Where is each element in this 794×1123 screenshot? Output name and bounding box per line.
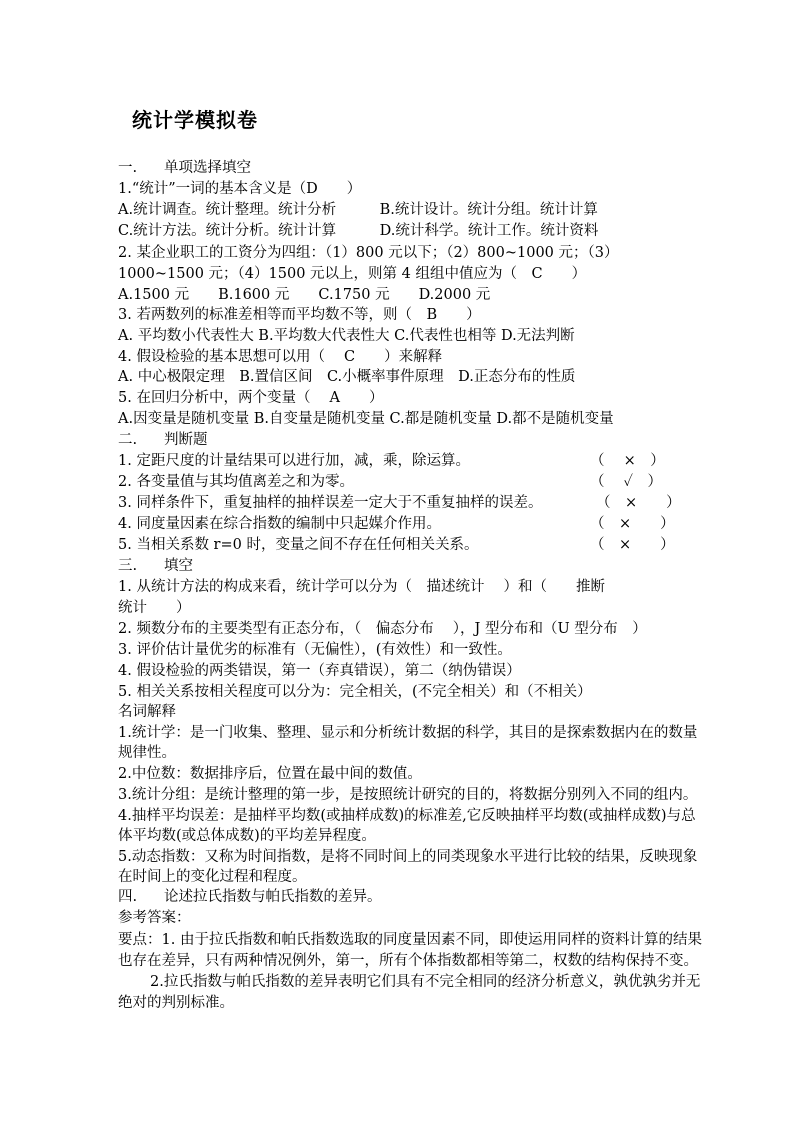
fill-blank-item: 4. 假设检验的两类错误，第一（弃真错误），第二（纳伪错误）	[118, 663, 521, 679]
definition-text: 2.中位数：数据排序后，位置在最中间的数值。	[118, 766, 422, 782]
section-label: 论述拉氏指数与帕氏指数的差异。	[164, 889, 382, 905]
fill-blank-item: 3. 评价估计量优劣的标准有（无偏性），(有效性）和一致性。	[118, 642, 512, 658]
question-text: 1.“统计”一词的基本含义是（D ）	[118, 181, 362, 197]
question-text: 5. 在回归分析中，两个变量（ A ）	[118, 390, 384, 406]
section-heading	[118, 430, 208, 450]
answer-options: C.统计方法。统计分析。统计计算 D.统计科学。统计工作。统计资料	[118, 223, 599, 239]
judgment-answer: （ × ）	[590, 516, 675, 532]
fill-blank-item: 2. 频数分布的主要类型有正态分布，（ 偏态分布 ），J 型分布和（U 型分布 ）	[118, 621, 647, 637]
subsection-heading: 名词解释	[118, 704, 176, 720]
answer-options: A.统计调查。统计整理。统计分析 B.统计设计。统计分组。统计计算	[118, 202, 598, 218]
answer-options: A. 中心极限定理 B.置信区间 C.小概率事件原理 D.正态分布的性质	[118, 369, 576, 385]
section-number: 二.	[118, 432, 138, 448]
question-text: 2. 某企业职工的工资分为四组：（1）800 元以下；（2）800~1000 元；（3）	[118, 245, 619, 261]
question-text: 1000~1500 元；（4）1500 元以上，则第 4 组组中值应为（ C ）	[118, 266, 587, 282]
answer-text: 要点：1. 由于拉氏指数和帕氏指数选取的同度量因素不同，即使运用同样的资料计算的结果	[118, 932, 702, 948]
judgment-statement: 2. 各变量值与其均值离差之和为零。	[118, 474, 354, 490]
definition-text: 规律性。	[118, 745, 176, 761]
section-heading	[118, 556, 193, 576]
judgment-statement: 5. 当相关系数 r=0 时，变量之间不存在任何相关关系。	[118, 537, 479, 553]
judgment-statement: 1. 定距尺度的计量结果可以进行加，减，乘，除运算。	[118, 453, 470, 469]
fill-blank-item: 统计 ）	[118, 600, 191, 616]
section-heading	[118, 887, 382, 907]
judgment-statement: 3. 同样条件下，重复抽样的抽样误差一定大于不重复抽样的误差。	[118, 495, 543, 511]
page-title: 统计学模拟卷	[132, 108, 258, 132]
section-heading	[118, 158, 251, 178]
section-number: 三.	[118, 558, 138, 574]
fill-blank-item: 1. 从统计方法的构成来看，统计学可以分为（ 描述统计 ）和（ 推断	[118, 579, 606, 595]
question-text: 3. 若两数列的标准差相等而平均数不等，则（ B ）	[118, 307, 481, 323]
section-label: 填空	[164, 558, 193, 574]
judgment-answer: （ ✓ ）	[590, 474, 662, 490]
answer-options: A.1500 元 B.1600 元 C.1750 元 D.2000 元	[118, 287, 491, 303]
judgment-answer: （ × ）	[590, 453, 665, 469]
section-number: 四.	[118, 889, 138, 905]
judgment-answer: （ × ）	[590, 537, 675, 553]
definition-text: 1.统计学：是一门收集、整理、显示和分析统计数据的科学，其目的是探索数据内在的数量	[118, 725, 698, 741]
definition-text: 体平均数(或总体成数)的平均差异程度。	[118, 828, 376, 844]
fill-blank-item: 5. 相关关系按相关程度可以分为：完全相关，(不完全相关）和（不相关）	[118, 684, 592, 700]
answer-text: 也存在差异，只有两种情况例外，第一，所有个体指数都相等第二，权数的结构保持不变。	[118, 953, 698, 969]
judgment-answer: （ × ）	[596, 495, 681, 511]
answer-options: A. 平均数小代表性大 B.平均数大代表性大 C.代表性也相等 D.无法判断	[118, 328, 575, 344]
answer-text: 2.拉氏指数与帕氏指数的差异表明它们具有不完全相同的经济分析意义，孰优孰劣并无	[150, 974, 701, 990]
answer-text: 绝对的判别标准。	[118, 995, 234, 1011]
section-label: 单项选择填空	[164, 160, 251, 176]
definition-text: 4.抽样平均误差：是抽样平均数(或抽样成数)的标准差,它反映抽样平均数(或抽样成数)与总	[118, 808, 696, 824]
definition-text: 在时间上的变化过程和程度。	[118, 869, 307, 885]
subsection-heading: 参考答案：	[118, 910, 191, 926]
answer-options: A.因变量是随机变量 B.自变量是随机变量 C.都是随机变量 D.都不是随机变量	[118, 411, 614, 427]
definition-text: 5.动态指数：又称为时间指数，是将不同时间上的同类现象水平进行比较的结果，反映现象	[118, 849, 698, 865]
section-number: 一.	[118, 160, 138, 176]
judgment-statement: 4. 同度量因素在综合指数的编制中只起媒介作用。	[118, 516, 441, 532]
definition-text: 3.统计分组：是统计整理的第一步，是按照统计研究的目的，将数据分别列入不同的组内。	[118, 787, 698, 803]
section-label: 判断题	[164, 432, 208, 448]
question-text: 4. 假设检验的基本思想可以用（ C ）来解释	[118, 349, 443, 365]
